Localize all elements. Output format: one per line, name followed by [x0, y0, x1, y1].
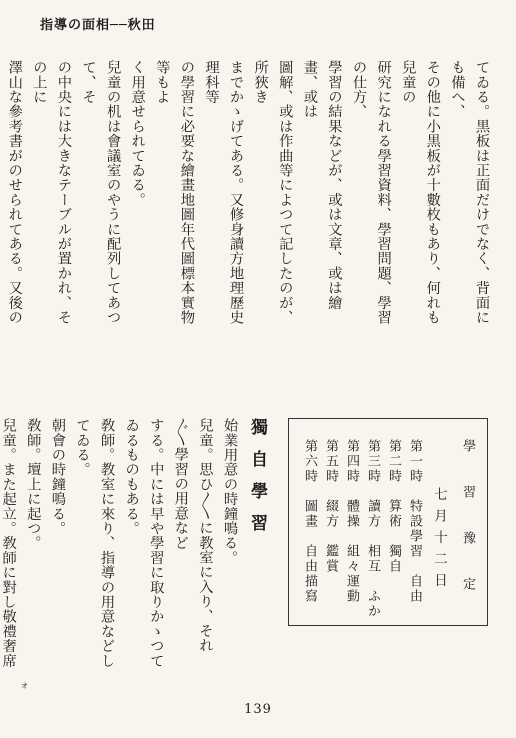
paragraph-line: 朝會の時鐘鳴る。	[49, 418, 66, 536]
schedule-rows	[299, 439, 425, 619]
body-text-top	[6, 60, 494, 328]
schedule-date: 七月十二日	[431, 487, 447, 595]
paragraph-line: 圖解、或は作曲等によつて記したのが、所狹き	[252, 60, 294, 325]
paragraph-line: の中央には大きなテーブルが置かれ、その上に	[31, 60, 72, 325]
paragraph-line: 學習の結果などが、或は文章、或は繪畫、或は	[301, 60, 343, 310]
paragraph-line: その他に小黒板が十數枚もあり、何れも兒童の	[400, 60, 441, 325]
schedule-row: 第六時 圖畫 自由描寫	[302, 439, 317, 604]
schedule-row: 第五時 綴方 鑑賞	[323, 439, 338, 574]
schedule-row: 第二時 算術 獨自	[386, 439, 401, 574]
paragraph-line: 兒童。また起立。敎師に對し敬禮奢席	[0, 418, 17, 668]
margin-note: ォ	[20, 681, 30, 691]
paragraph-line: く用意せられてゐる。	[129, 60, 146, 207]
paragraph-line: 研究になれる學習資料、學習問題、學習の仕方、	[351, 60, 392, 325]
schedule-row: 第三時 讀方 相互 ふか	[365, 439, 380, 619]
paragraph-line: 兒童。思ひ〳〵に教室に入り、それ〴〵學習の用意など	[172, 418, 214, 653]
page-number: 139	[244, 702, 272, 717]
body-text-bottom	[0, 418, 242, 678]
schedule-box	[288, 418, 488, 626]
schedule-row: 第一時 特設學習 自由	[407, 439, 422, 604]
section-heading: 獨自學習	[247, 418, 267, 546]
schedule-title: 學 習 豫 定	[460, 439, 475, 599]
paragraph-line: 澤山な參考書がのせられてある。又後の	[6, 60, 23, 325]
paragraph-line: までかゝげてある。又修身讀方地理歷史理科等	[203, 60, 245, 325]
paragraph-line: てゐる。黒板は正面だけでなく、背面にも備へ、	[449, 60, 490, 325]
paragraph-line: 兒童の机は會議室のやうに配列してあつて、そ	[80, 60, 122, 325]
paragraph-line: 敎師。壇上に起つ。	[25, 418, 42, 551]
schedule-row: 第四時 體操 組々運動	[344, 439, 359, 604]
paragraph-line: 敎師。教室に來り、指導の用意などしてゐる。	[74, 418, 116, 668]
paragraph-line: する。中には早や學習に取りかゝつてゐるものもある。	[123, 418, 165, 668]
paragraph-line: の學習に必要な繪畫地圖年代圖標本實物等もよ	[154, 60, 195, 325]
paragraph-line: 始業用意の時鐘鳴る。	[222, 418, 238, 565]
running-header: 指導の面相──秋田	[40, 18, 156, 33]
